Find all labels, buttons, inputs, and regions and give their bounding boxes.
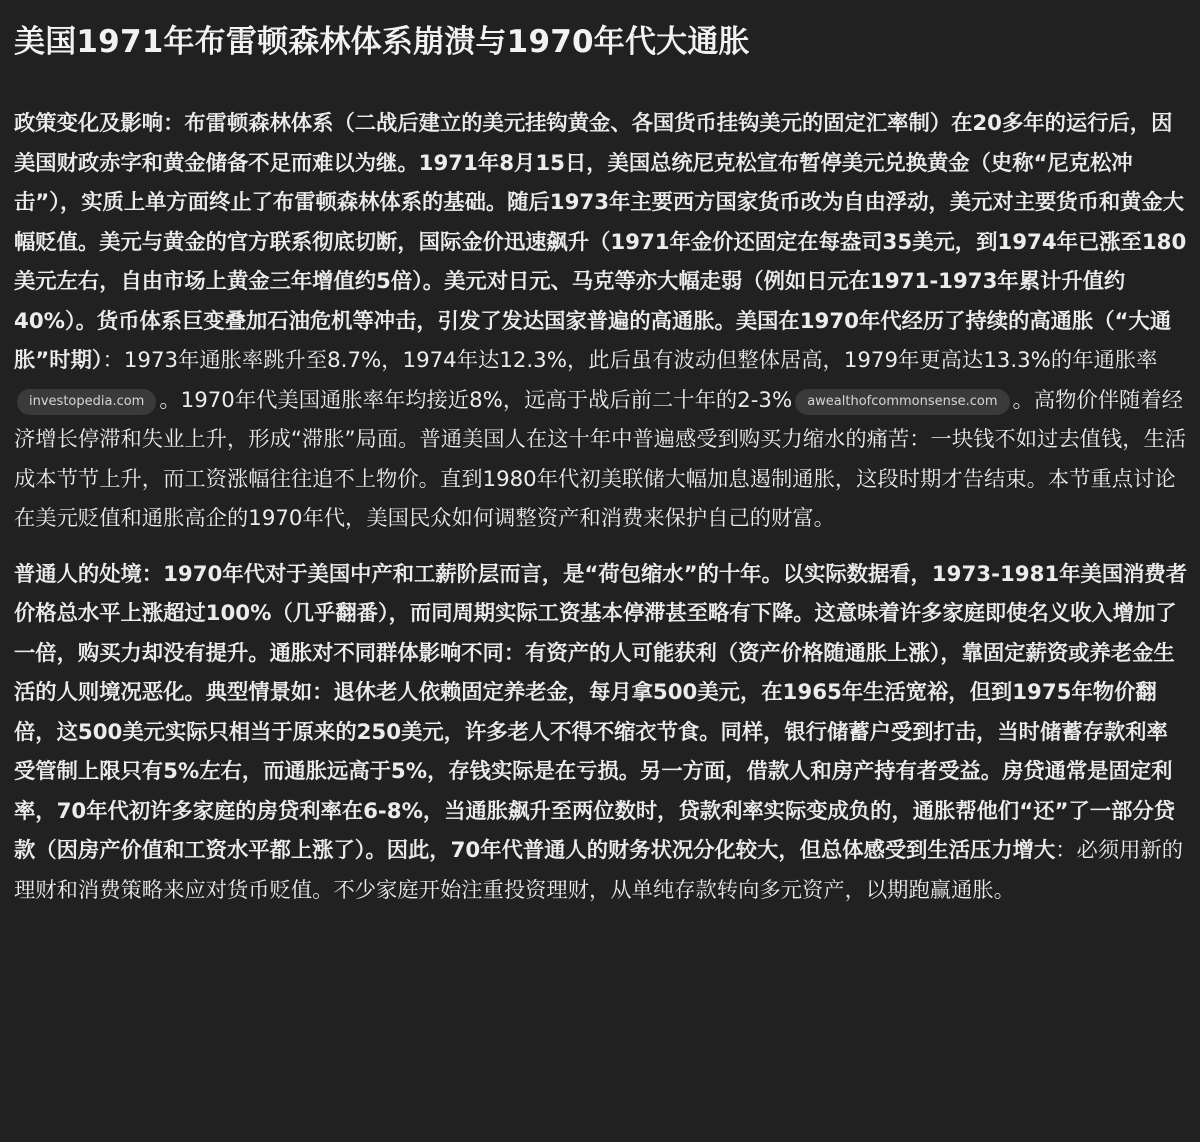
source-citation-link[interactable]: investopedia.com xyxy=(17,389,156,415)
paragraph-text: ：必须用新的理财和消费策略来应对货币贬值。不少家庭开始注重投资理财，从单纯存款转向多元资产，以期跑赢通胀。 xyxy=(14,838,1184,903)
page-title: 美国1971年布雷顿森林体系崩溃与1970年代大通胀 xyxy=(14,24,750,60)
source-citation-link[interactable]: awealthofcommonsense.com xyxy=(795,389,1009,415)
paragraph-text: 。1970年代美国通胀率年均接近8%，远高于战后前二十年的2-3% xyxy=(159,387,793,413)
paragraph-ordinary-people xyxy=(14,555,1188,911)
paragraph-bold-text: 政策变化及影响：布雷顿森林体系（二战后建立的美元挂钩黄金、各国货币挂钩美元的固定汇率制）在20多年的运行后，因美国财政赤字和黄金储备不足而难以为继。1971年8月15日，美国总统尼克松宣布暂停美元兑换黄金（史称“尼克松冲击”），实质上单方面终止了布雷顿森林体系的基础。随后1973年主要西方国家货币改为自由浮动，美元对主要货币和黄金大幅贬值。美元与黄金的官方联系彻底切断，国际金价迅速飙升（1971年金价还固定在每盎司35美元，到1974年已涨至180美元左右，自由市场上黄金三年增值约5倍）。美元对日元、马克等亦大幅走弱（例如日元在1971-1973年累计升值约40%）。货币体系巨变叠加石油危机等冲击，引发了发达国家普遍的高通胀。美国在1970年代经历了持续的高通胀（“大通胀”时期） xyxy=(14,111,1187,373)
paragraph-text: 。高物价伴随着经济增长停滞和失业上升，形成“滞胀”局面。普通美国人在这十年中普遍感受到购买力缩水的痛苦：一块钱不如过去值钱，生活成本节节上升，而工资涨幅往往追不上物价。直到1980年代初美联储大幅加息遏制通胀，这段时期才告结束。本节重点讨论在美元贬值和通胀高企的1970年代，美国民众如何调整资产和消费来保护自己的财富。 xyxy=(14,387,1187,531)
paragraph-bold-text: 普通人的处境：1970年代对于美国中产和工薪阶层而言，是“荷包缩水”的十年。以实际数据看，1973-1981年美国消费者价格总水平上涨超过100%（几乎翻番），而同周期实际工资基本停滞甚至略有下降。这意味着许多家庭即使名义收入增加了一倍，购买力却没有提升。通胀对不同群体影响不同：有资产的人可能获利（资产价格随通胀上涨），靠固定薪资或养老金生活的人则境况恶化。典型情景如：退休老人依赖固定养老金，每月拿500美元，在1965年生活宽裕，但到1975年物价翻倍，这500美元实际只相当于原来的250美元，许多老人不得不缩衣节食。同样，银行储蓄户受到打击，当时储蓄存款利率受管制上限只有5%左右，而通胀远高于5%，存钱实际是在亏损。另一方面，借款人和房产持有者受益。房贷通常是固定利率，70年代初许多家庭的房贷利率在6-8%，当通胀飙升至两位数时，贷款利率实际变成负的，通胀帮他们“还”了一部分贷款（因房产价值和工资水平都上涨了）。因此，70年代普通人的财务状况分化较大，但总体感受到生活压力增大 xyxy=(14,561,1188,863)
paragraph-policy-changes xyxy=(14,104,1188,539)
paragraph-text: ：1973年通胀率跳升至8.7%，1974年达12.3%，此后虽有波动但整体居高，1979年更高达13.3%的年通胀率 xyxy=(102,348,1158,373)
